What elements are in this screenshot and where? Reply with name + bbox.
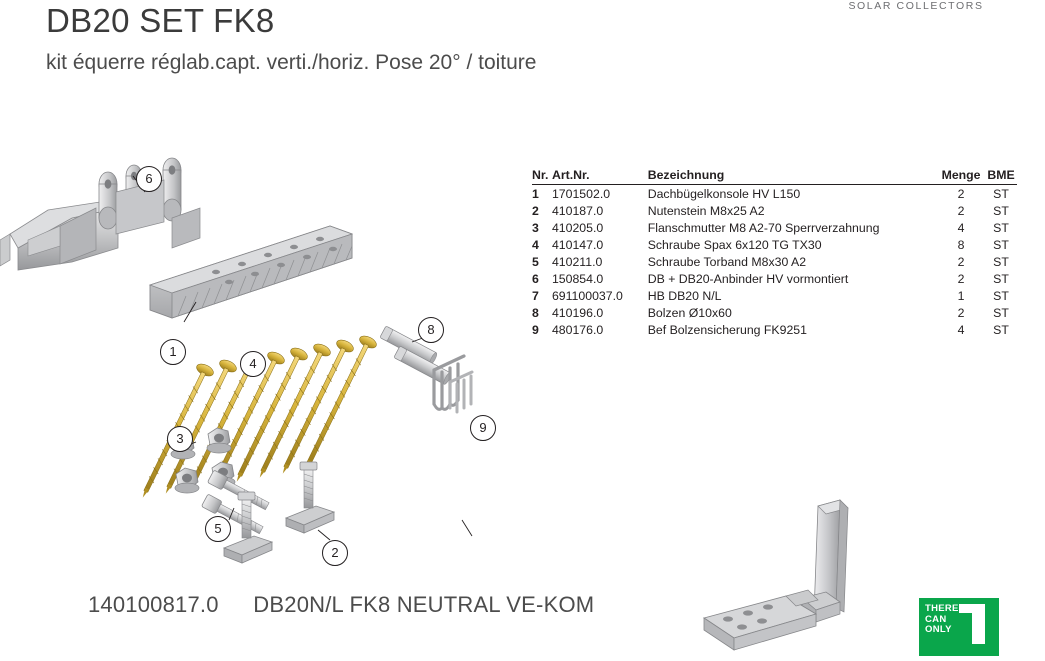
- logo-line-1: THERE: [925, 603, 959, 614]
- parts-table-body: [532, 185, 1017, 339]
- table-row: [532, 185, 1017, 203]
- cell-menge: 2: [957, 203, 965, 218]
- cell-art-nr: 410187.0: [551, 203, 604, 218]
- table-row: [532, 202, 1017, 219]
- cell-nr: 8: [532, 305, 539, 320]
- column-header-bezeichnung: Bezeichnung: [648, 168, 937, 185]
- callout-4: 4: [240, 351, 266, 377]
- cell-nr: 2: [532, 203, 539, 218]
- cell-menge: 1: [957, 288, 965, 303]
- table-row: [532, 321, 1017, 338]
- table-row: [532, 236, 1017, 253]
- column-header-nr: Nr.: [532, 168, 552, 185]
- callout-2: 2: [322, 540, 348, 566]
- cell-art-nr: 410211.0: [551, 254, 603, 269]
- cell-menge: 8: [957, 237, 965, 252]
- cell-nr: 7: [532, 288, 539, 303]
- table-row: [532, 270, 1017, 287]
- logo-line-3: ONLY: [925, 624, 952, 635]
- cell-menge: 2: [957, 305, 965, 320]
- cell-bezeichnung: Flanschmutter M8 A2-70 Sperrverzahnung: [647, 220, 880, 235]
- logo-line-2: CAN: [925, 613, 947, 625]
- callout-8: 8: [418, 317, 444, 343]
- mounted-assembly-svg: [690, 480, 920, 656]
- cell-bezeichnung: Bolzen Ø10x60: [647, 305, 732, 320]
- column-header-bme: BME: [985, 168, 1017, 185]
- footer-article-code: 140100817.0: [88, 592, 219, 617]
- cell-art-nr: 410205.0: [551, 220, 604, 235]
- table-row: [532, 304, 1017, 321]
- cell-bme: ST: [993, 186, 1009, 201]
- cell-bezeichnung: HB DB20 N/L: [647, 288, 722, 303]
- cell-nr: 1: [532, 186, 539, 201]
- footer-article-line: [88, 592, 594, 618]
- table-row: [532, 253, 1017, 270]
- cell-art-nr: 410147.0: [551, 237, 604, 252]
- cell-bezeichnung: Dachbügelkonsole HV L150: [647, 186, 801, 201]
- mounted-assembly-illustration: [690, 480, 920, 656]
- cell-menge: 4: [957, 322, 965, 337]
- cell-nr: 9: [532, 322, 539, 337]
- callout-3: 3: [167, 426, 193, 452]
- cell-bezeichnung: Schraube Torband M8x30 A2: [647, 254, 807, 269]
- cell-menge: 2: [957, 254, 965, 269]
- page-title: DB20 SET FK8: [46, 2, 275, 39]
- column-header-art-nr: Art.Nr.: [552, 168, 648, 185]
- part-6-graphic: [0, 158, 200, 270]
- parts-table: [532, 168, 1017, 338]
- footer-article-description: DB20N/L FK8 NEUTRAL VE-KOM: [253, 592, 595, 617]
- cell-nr: 5: [532, 254, 539, 269]
- brand-label: SOLAR COLLECTORS: [848, 0, 984, 12]
- cell-bme: ST: [993, 271, 1009, 286]
- callout-6: 6: [136, 166, 162, 192]
- cell-art-nr: 480176.0: [551, 322, 604, 337]
- cell-art-nr: 1701502.0: [551, 186, 611, 201]
- callout-1: 1: [160, 339, 186, 365]
- cell-bme: ST: [993, 288, 1009, 303]
- company-logo: [919, 598, 999, 656]
- cell-bezeichnung: Bef Bolzensicherung FK9251: [647, 322, 807, 337]
- logo-mark: [972, 604, 985, 644]
- callout-5: 5: [205, 516, 231, 542]
- cell-bezeichnung: Schraube Spax 6x120 TG TX30: [647, 237, 822, 252]
- cell-art-nr: 410196.0: [551, 305, 604, 320]
- cell-menge: 2: [957, 186, 965, 201]
- cell-art-nr: 691100037.0: [551, 288, 623, 303]
- column-header-menge: Menge: [937, 168, 985, 185]
- cell-art-nr: 150854.0: [551, 271, 604, 286]
- part-2-graphic: [224, 462, 334, 563]
- cell-bme: ST: [993, 322, 1009, 337]
- cell-bme: ST: [993, 254, 1009, 269]
- cell-bme: ST: [993, 305, 1009, 320]
- cell-bme: ST: [993, 220, 1009, 235]
- table-row: [532, 219, 1017, 236]
- parts-table-header: [532, 168, 1017, 185]
- part-9-graphic: [434, 356, 472, 412]
- cell-menge: 4: [957, 220, 965, 235]
- cell-nr: 3: [532, 220, 539, 235]
- cell-bme: ST: [993, 203, 1009, 218]
- page-subtitle: kit équerre réglab.capt. verti./horiz. Pose 20° / toiture: [46, 51, 537, 74]
- cell-bme: ST: [993, 237, 1009, 252]
- table-row: [532, 287, 1017, 304]
- cell-nr: 6: [532, 271, 539, 286]
- cell-menge: 2: [957, 271, 965, 286]
- cell-nr: 4: [532, 237, 539, 252]
- table-header-row: [532, 168, 1017, 185]
- cell-bezeichnung: Nutenstein M8x25 A2: [647, 203, 765, 218]
- cell-bezeichnung: DB + DB20-Anbinder HV vormontiert: [647, 271, 849, 286]
- callout-9: 9: [470, 415, 496, 441]
